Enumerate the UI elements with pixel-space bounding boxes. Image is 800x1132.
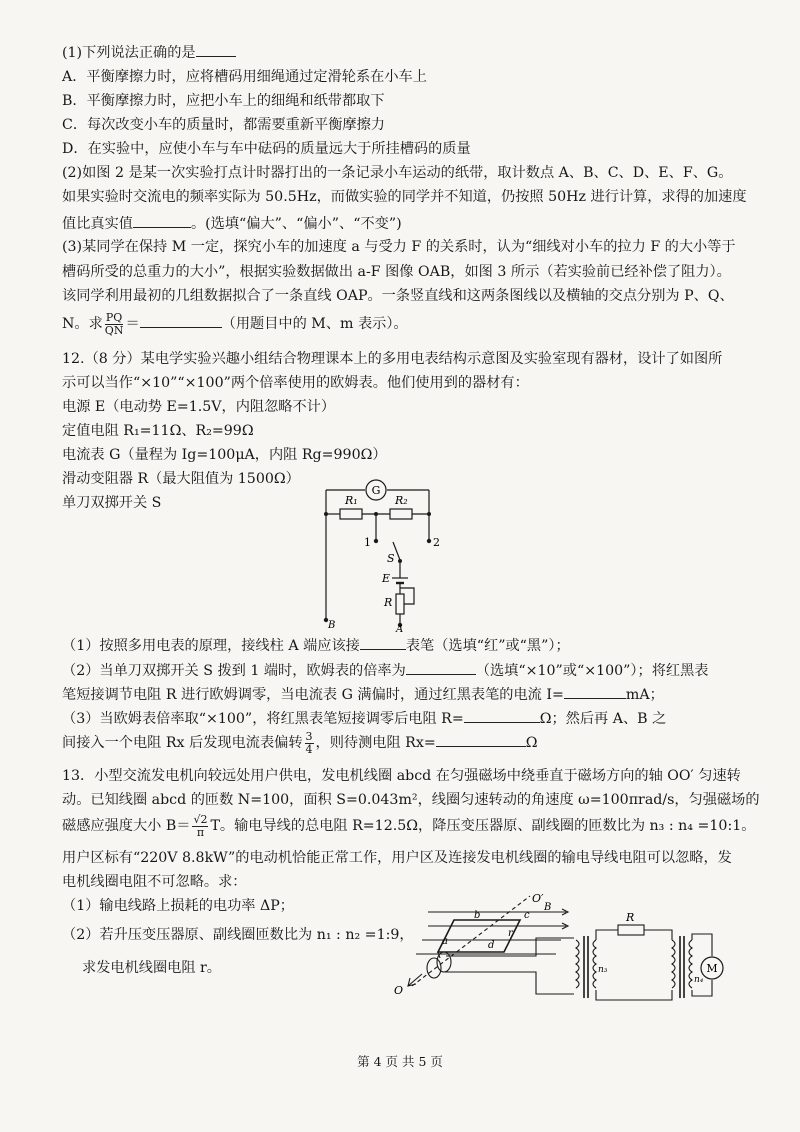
answer-blank[interactable] bbox=[140, 312, 222, 328]
answer-blank[interactable] bbox=[196, 41, 236, 57]
label-o: O bbox=[394, 984, 404, 997]
q13-line1: 13．小型交流发电机向较远处用户供电，发电机线圈 abcd 在匀强磁场中绕垂直于磁场方向的轴 OO′ 匀速转 bbox=[62, 768, 741, 784]
fraction-pq-qn: $\frac{PQ}{QN}$ bbox=[104, 310, 124, 337]
q11-option-d: D．在实验中，应使小车与车中砝码的质量远大于所挂槽码的质量 bbox=[62, 141, 471, 157]
label-b: B bbox=[328, 620, 336, 631]
generator-transmission-diagram bbox=[386, 890, 726, 1010]
label-a: a bbox=[442, 936, 448, 947]
label-d: d bbox=[488, 940, 495, 951]
q13-sub2-cont: 求发电机线圈电阻 r。 bbox=[82, 960, 221, 976]
q12-sub1: （1）按照多用电表的原理，接线柱 A 端应该接 表笔（选填“红”或“黑”）； bbox=[62, 634, 570, 656]
ohmmeter-circuit-diagram bbox=[300, 470, 460, 632]
q13-line3: 磁感应强度大小 B＝ $\frac{√2}{\pi}$ T。输电导线的总电阻 R=12.5Ω，降压变压器原、副线圈的匝数比为 n₃ : n₄ =10:1。 bbox=[62, 812, 756, 839]
q12-equip-rheostat: 滑动变阻器 R（最大阻值为 1500Ω） bbox=[62, 471, 300, 487]
fraction-root2-over-pi: $\frac{√2}{\pi}$ bbox=[193, 812, 208, 839]
q12-sub3-line1: （3）当欧姆表倍率取“×100”，将红黑表笔短接调零后电阻 R= Ω；然后再 A、B 之 bbox=[62, 707, 666, 729]
q12-line2: 示可以当作“×10”“×100”两个倍率使用的欧姆表。他们使用到的器材有： bbox=[62, 375, 529, 391]
q13-line5: 电机线圈电阻不可忽略。求： bbox=[62, 874, 247, 890]
q11-option-c: C．每次改变小车的质量时，都需要重新平衡摩擦力 bbox=[62, 117, 385, 133]
label-r2: R₂ bbox=[395, 494, 408, 507]
resistor-r2 bbox=[390, 509, 412, 519]
answer-blank[interactable] bbox=[436, 731, 526, 747]
q13-sub1: （1）输电线路上损耗的电功率 ΔP； bbox=[62, 898, 294, 914]
answer-blank[interactable] bbox=[564, 683, 626, 699]
q11-option-b: B．平衡摩擦力时，应把小车上的细绳和纸带都取下 bbox=[62, 93, 385, 109]
q11-part3-line4: N。求 $\frac{PQ}{QN}$ ＝ （用题目中的 M、m 表示）。 bbox=[62, 310, 408, 337]
label-terminal-2: 2 bbox=[433, 536, 440, 549]
q12-equip-source: 电源 E（电动势 E=1.5V，内阻忽略不计） bbox=[62, 399, 336, 415]
q12-line1: 12.（8 分）某电学实验兴趣小组结合物理课本上的多用电表结构示意图及实验室现有器材，设计了如图所 bbox=[62, 351, 723, 367]
label-field-b: B bbox=[544, 902, 552, 913]
label-r: R bbox=[384, 596, 393, 609]
answer-blank[interactable] bbox=[360, 634, 406, 650]
label-s: S bbox=[387, 552, 395, 565]
q12-equip-switch: 单刀双掷开关 S bbox=[62, 495, 162, 511]
label-r-small: r bbox=[508, 928, 513, 939]
q11-part3-line3: 该同学利用最初的几组数据拟合了一条直线 OAP。一条竖直线和这两条图线以及横轴的交点分别为 P、Q、 bbox=[62, 288, 734, 304]
q11-part3-line1: (3)某同学在保持 M 一定，探究小车的加速度 a 与受力 F 的关系时，认为“细线对小车的拉力 F 的大小等于 bbox=[62, 239, 736, 255]
q11-part1: (1)下列说法正确的是 bbox=[62, 41, 236, 63]
label-r1: R₁ bbox=[345, 494, 358, 507]
label-g: G bbox=[371, 484, 381, 497]
rheostat-r bbox=[396, 594, 404, 614]
label-n3: n₃ bbox=[598, 965, 608, 975]
answer-blank[interactable] bbox=[133, 212, 191, 228]
q12-equip-galvanometer: 电流表 G（量程为 Ig=100μA，内阻 Rg=990Ω） bbox=[62, 447, 387, 463]
label-c: c bbox=[524, 910, 530, 921]
fraction-three-quarters: $\frac{3}{4}$ bbox=[305, 729, 313, 756]
q12-equip-resistors: 定值电阻 R₁=11Ω、R₂=99Ω bbox=[62, 423, 254, 439]
q12-sub2-line1: （2）当单刀双掷开关 S 拨到 1 端时，欧姆表的倍率为 （选填“×10”或“×100”）；将红黑表 bbox=[62, 659, 708, 681]
label-a: A bbox=[396, 624, 404, 632]
q13-line2: 动。已知线圈 abcd 的匝数 N=100，面积 S=0.043m²，线圈匀速转动的角速度 ω=100πrad/s，匀强磁场的 bbox=[62, 792, 760, 808]
q11-part2-line2: 如果实验时交流电的频率实际为 50.5Hz，而做实验的同学并不知道，仍按照 50Hz 进行计算，求得的加速度 bbox=[62, 189, 747, 205]
q12-sub2-line2: 笔短接调节电阻 R 进行欧姆调零，当电流表 G 满偏时，通过红黑表笔的电流 I= mA； bbox=[62, 683, 664, 705]
answer-blank[interactable] bbox=[464, 707, 540, 723]
q11-part3-line2: 槽码所受的总重力的大小”，根据实验数据做出 a-F 图像 OAB，如图 3 所示（若实验前已经补偿了阻力）。 bbox=[62, 264, 731, 280]
label-b: b bbox=[474, 910, 481, 921]
q13-sub2: （2）若升压变压器原、副线圈匝数比为 n₁ : n₂ =1:9， bbox=[62, 927, 414, 943]
label-terminal-1: 1 bbox=[364, 536, 371, 549]
label-o-prime: O′ bbox=[532, 892, 544, 905]
label-line-r: R bbox=[626, 911, 635, 924]
answer-blank[interactable] bbox=[406, 659, 476, 675]
q11-part2-line1: (2)如图 2 是某一次实验打点计时器打出的一条记录小车运动的纸带，取计数点 A、B、C、D、E、F、G。 bbox=[62, 165, 733, 181]
q11-part2-line3: 值比真实值 。(选填“偏大”、“偏小”、“不变”) bbox=[62, 212, 402, 234]
q11-option-a: A．平衡摩擦力时，应将槽码用细绳通过定滑轮系在小车上 bbox=[62, 69, 427, 85]
label-m: M bbox=[706, 962, 718, 975]
line-resistor-r bbox=[618, 925, 644, 935]
q12-sub3-line2: 间接入一个电阻 Rx 后发现电流表偏转 $\frac{3}{4}$ ，则待测电阻 Rx= Ω bbox=[62, 729, 538, 756]
q13-line4: 用户区标有“220V 8.8kW”的电动机恰能正常工作，用户区及连接发电机线圈的输电导线电阻可以忽略，发 bbox=[62, 850, 732, 866]
label-n4: n₄ bbox=[694, 975, 704, 985]
resistor-r1 bbox=[340, 509, 362, 519]
page-footer: 第 4 页 共 5 页 bbox=[357, 1054, 443, 1069]
label-e: E bbox=[382, 572, 391, 585]
